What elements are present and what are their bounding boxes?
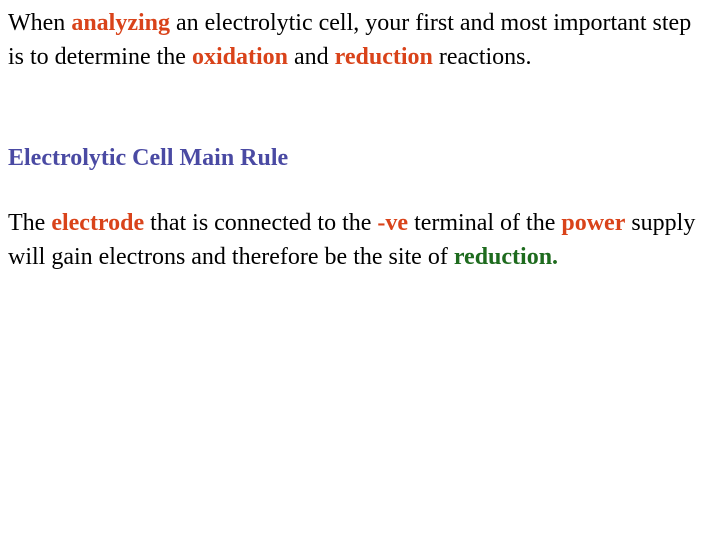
- keyword-reduction-green: reduction.: [453, 244, 559, 270]
- rule-text: supply will gain electrons and therefore be the site of: [8, 210, 696, 270]
- keyword-analyzing: analyzing: [71, 10, 170, 36]
- section-heading: Electrolytic Cell Main Rule: [8, 145, 289, 171]
- rule-paragraph: [8, 206, 708, 274]
- intro-text: and: [287, 44, 335, 70]
- rule-text: that is connected to the: [144, 210, 378, 236]
- keyword-oxidation: oxidation: [191, 44, 288, 70]
- keyword-reduction: reduction: [334, 44, 433, 70]
- rule-text: The: [8, 210, 52, 236]
- intro-text: an electrolytic cell, your first and most important step is to determine the: [8, 10, 692, 70]
- intro-text: reactions.: [432, 44, 532, 70]
- intro-text: When: [8, 10, 72, 36]
- keyword-negative: -ve: [377, 210, 409, 236]
- keyword-electrode: electrode: [51, 210, 145, 236]
- intro-paragraph: [8, 6, 708, 74]
- rule-text: terminal of the: [408, 210, 562, 236]
- keyword-power: power: [561, 210, 626, 236]
